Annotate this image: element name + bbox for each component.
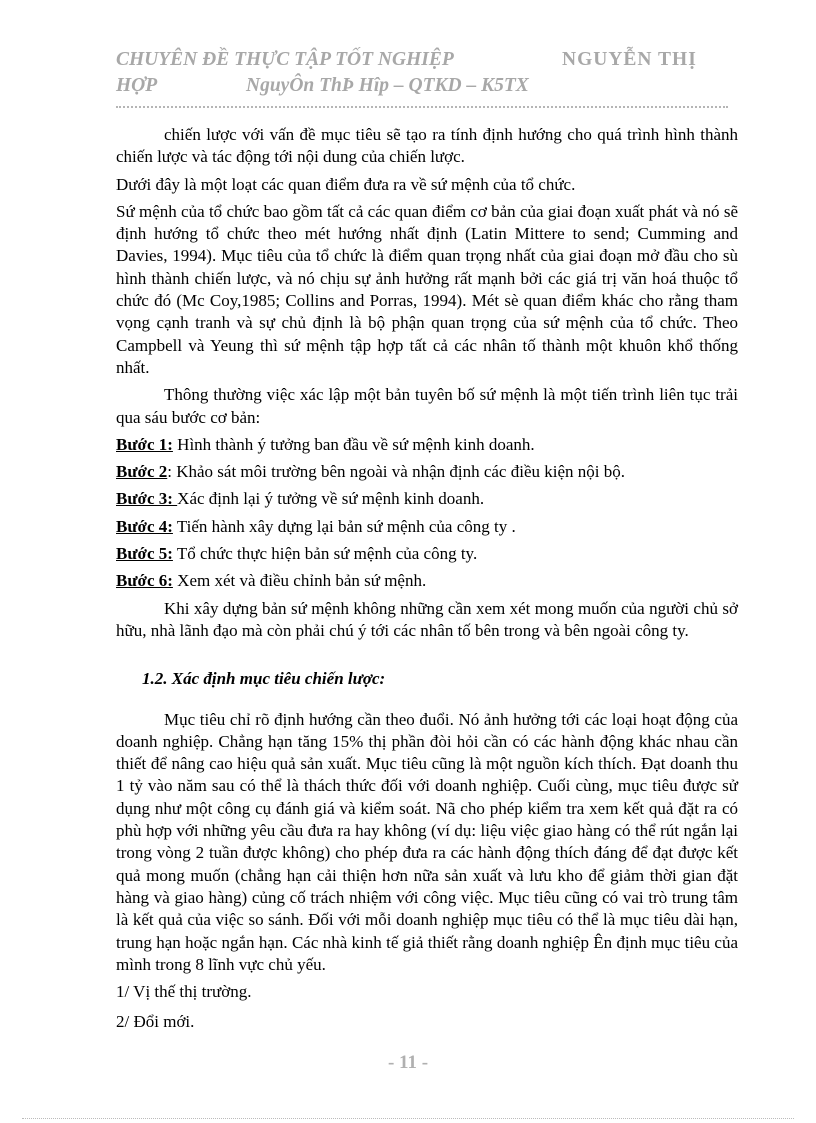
step-item	[116, 461, 738, 483]
page-number: - 11 -	[387, 1052, 429, 1073]
step-label: Bước 3:	[116, 489, 178, 509]
step-label: Bước 5:	[116, 544, 173, 564]
header-author: NGUYỄN THỊ	[562, 49, 697, 70]
step-text: Tổ chức thực hiện bản sứ mệnh của công ty.	[172, 544, 478, 564]
header-divider	[116, 106, 728, 108]
step-text: Hình thành ý tưởng ban đầu về sứ mệnh kinh doanh.	[172, 434, 535, 454]
bottom-divider	[22, 1118, 794, 1119]
step-text: Xác định lại ý tưởng về sứ mệnh kinh doanh.	[177, 489, 485, 509]
step-item	[116, 516, 738, 538]
header-row-2	[116, 73, 736, 99]
step-item	[116, 434, 738, 456]
list-item: 1/ Vị thế thị trường.	[116, 982, 252, 1002]
page-header	[116, 47, 736, 99]
step-item	[116, 570, 738, 592]
paragraph: Sứ mệnh của tổ chức bao gồm tất cả các quan điểm cơ bản của giai đoạn xuất phát và nó sẽ định hướng tổ chức theo mét hướng nhất định (Latin Mittere to send; Cumming and Davies, 1994). Mục tiêu của tổ chức là điểm quan trọng nhất của giai đoạn mở đầu cho sù hình thành chiến lược, và nó chịu sự ảnh hưởng rất mạnh bởi các giá trị văn hoá thuộc tổ chức đó (Mc Coy,1985; Collins and Porras, 1994). Mét sè quan điểm khác cho rằng tham vọng cạnh tranh và sự chủ định là bộ phận quan trọng của sứ mệnh của tổ chức. Theo Campbell và Yeung thì sứ mệnh tập hợp tất cả các nhân tố thành một khuôn khổ thống nhất.	[116, 201, 738, 377]
step-label: Bước 6:	[116, 571, 173, 591]
step-text: Tiến hành xây dựng lại bản sứ mệnh của công ty .	[172, 516, 516, 536]
section-heading: 1.2. Xác định mục tiêu chiến lược:	[142, 669, 386, 689]
step-text: Xem xét và điều chỉnh bản sứ mệnh.	[172, 571, 427, 591]
paragraph: Dưới đây là một loạt các quan điểm đưa ra về sứ mệnh của tổ chức.	[116, 174, 576, 194]
list-item: 2/ Đổi mới.	[116, 1012, 195, 1032]
step-item	[116, 543, 738, 565]
step-item	[116, 488, 738, 510]
header-author-continued: HỢP	[116, 75, 158, 96]
step-label: Bước 2	[116, 462, 168, 482]
step-text: : Khảo sát môi trường bên ngoài và nhận định các điều kiện nội bộ.	[167, 462, 625, 482]
document-body	[116, 124, 738, 1042]
step-label: Bước 1:	[116, 434, 173, 454]
paragraph: Thông thường việc xác lập một bản tuyên bố sứ mệnh là một tiến trình liên tục trải qua sáu bước cơ bản:	[116, 385, 738, 427]
header-title: CHUYÊN ĐỀ THỰC TẬP TỐT NGHIỆP	[116, 49, 454, 70]
paragraph: Mục tiêu chỉ rõ định hướng cần theo đuổi. Nó ảnh hưởng tới các loại hoạt động của doanh nghiệp. Chẳng hạn tăng 15% thị phần đòi hỏi cần có các hành động khác nhau cần thiết để nâng cao hiệu quả sản xuất. Mục tiêu cũng là một nguồn kích thích. Đạt doanh thu 1 tỷ vào năm sau có thể là thách thức đối với doanh nghiệp. Cuối cùng, mục tiêu được sử dụng như một công cụ đánh giá và kiểm soát. Nã cho phép kiểm tra xem kết quả đặt ra có phù hợp với những yêu cầu đưa ra hay không (ví dụ: liệu việc giao hàng có thể rút ngắn lại trong vòng 2 tuần được không) cho phép đưa ra các hành động thích đáng để đạt được kết quả mong muốn (chẳng hạn cải thiện hơn nữa sản xuất và lưu kho để giảm thời gian đặt hàng và giao hàng) củng cố trách nhiệm với công việc. Mục tiêu cũng có vai trò trung tâm là kết quả của việc so sánh. Đối với mỗi doanh nghiệp mục tiêu có thể là mục tiêu dài hạn, trung hạn hoặc ngắn hạn. Các nhà kinh tế giả thiết rằng doanh nghiệp Ên định mục tiêu của mình trong 8 lĩnh vực chủ yếu.	[116, 709, 738, 974]
step-label: Bước 4:	[116, 516, 173, 536]
paragraph: Khi xây dựng bản sứ mệnh không những cần xem xét mong muốn của người chủ sở hữu, nhà lãnh đạo mà còn phải chú ý tới các nhân tố bên trong và bên ngoài công ty.	[116, 598, 738, 640]
header-row-1	[116, 47, 736, 73]
paragraph: chiến lược với vấn đề mục tiêu sẽ tạo ra tính định hướng cho quá trình hình thành chiến lược và tác động tới nội dung của chiến lược.	[116, 125, 738, 167]
header-subtitle: NguyÔn ThÞ Hîp – QTKD – K5TX	[246, 75, 529, 96]
